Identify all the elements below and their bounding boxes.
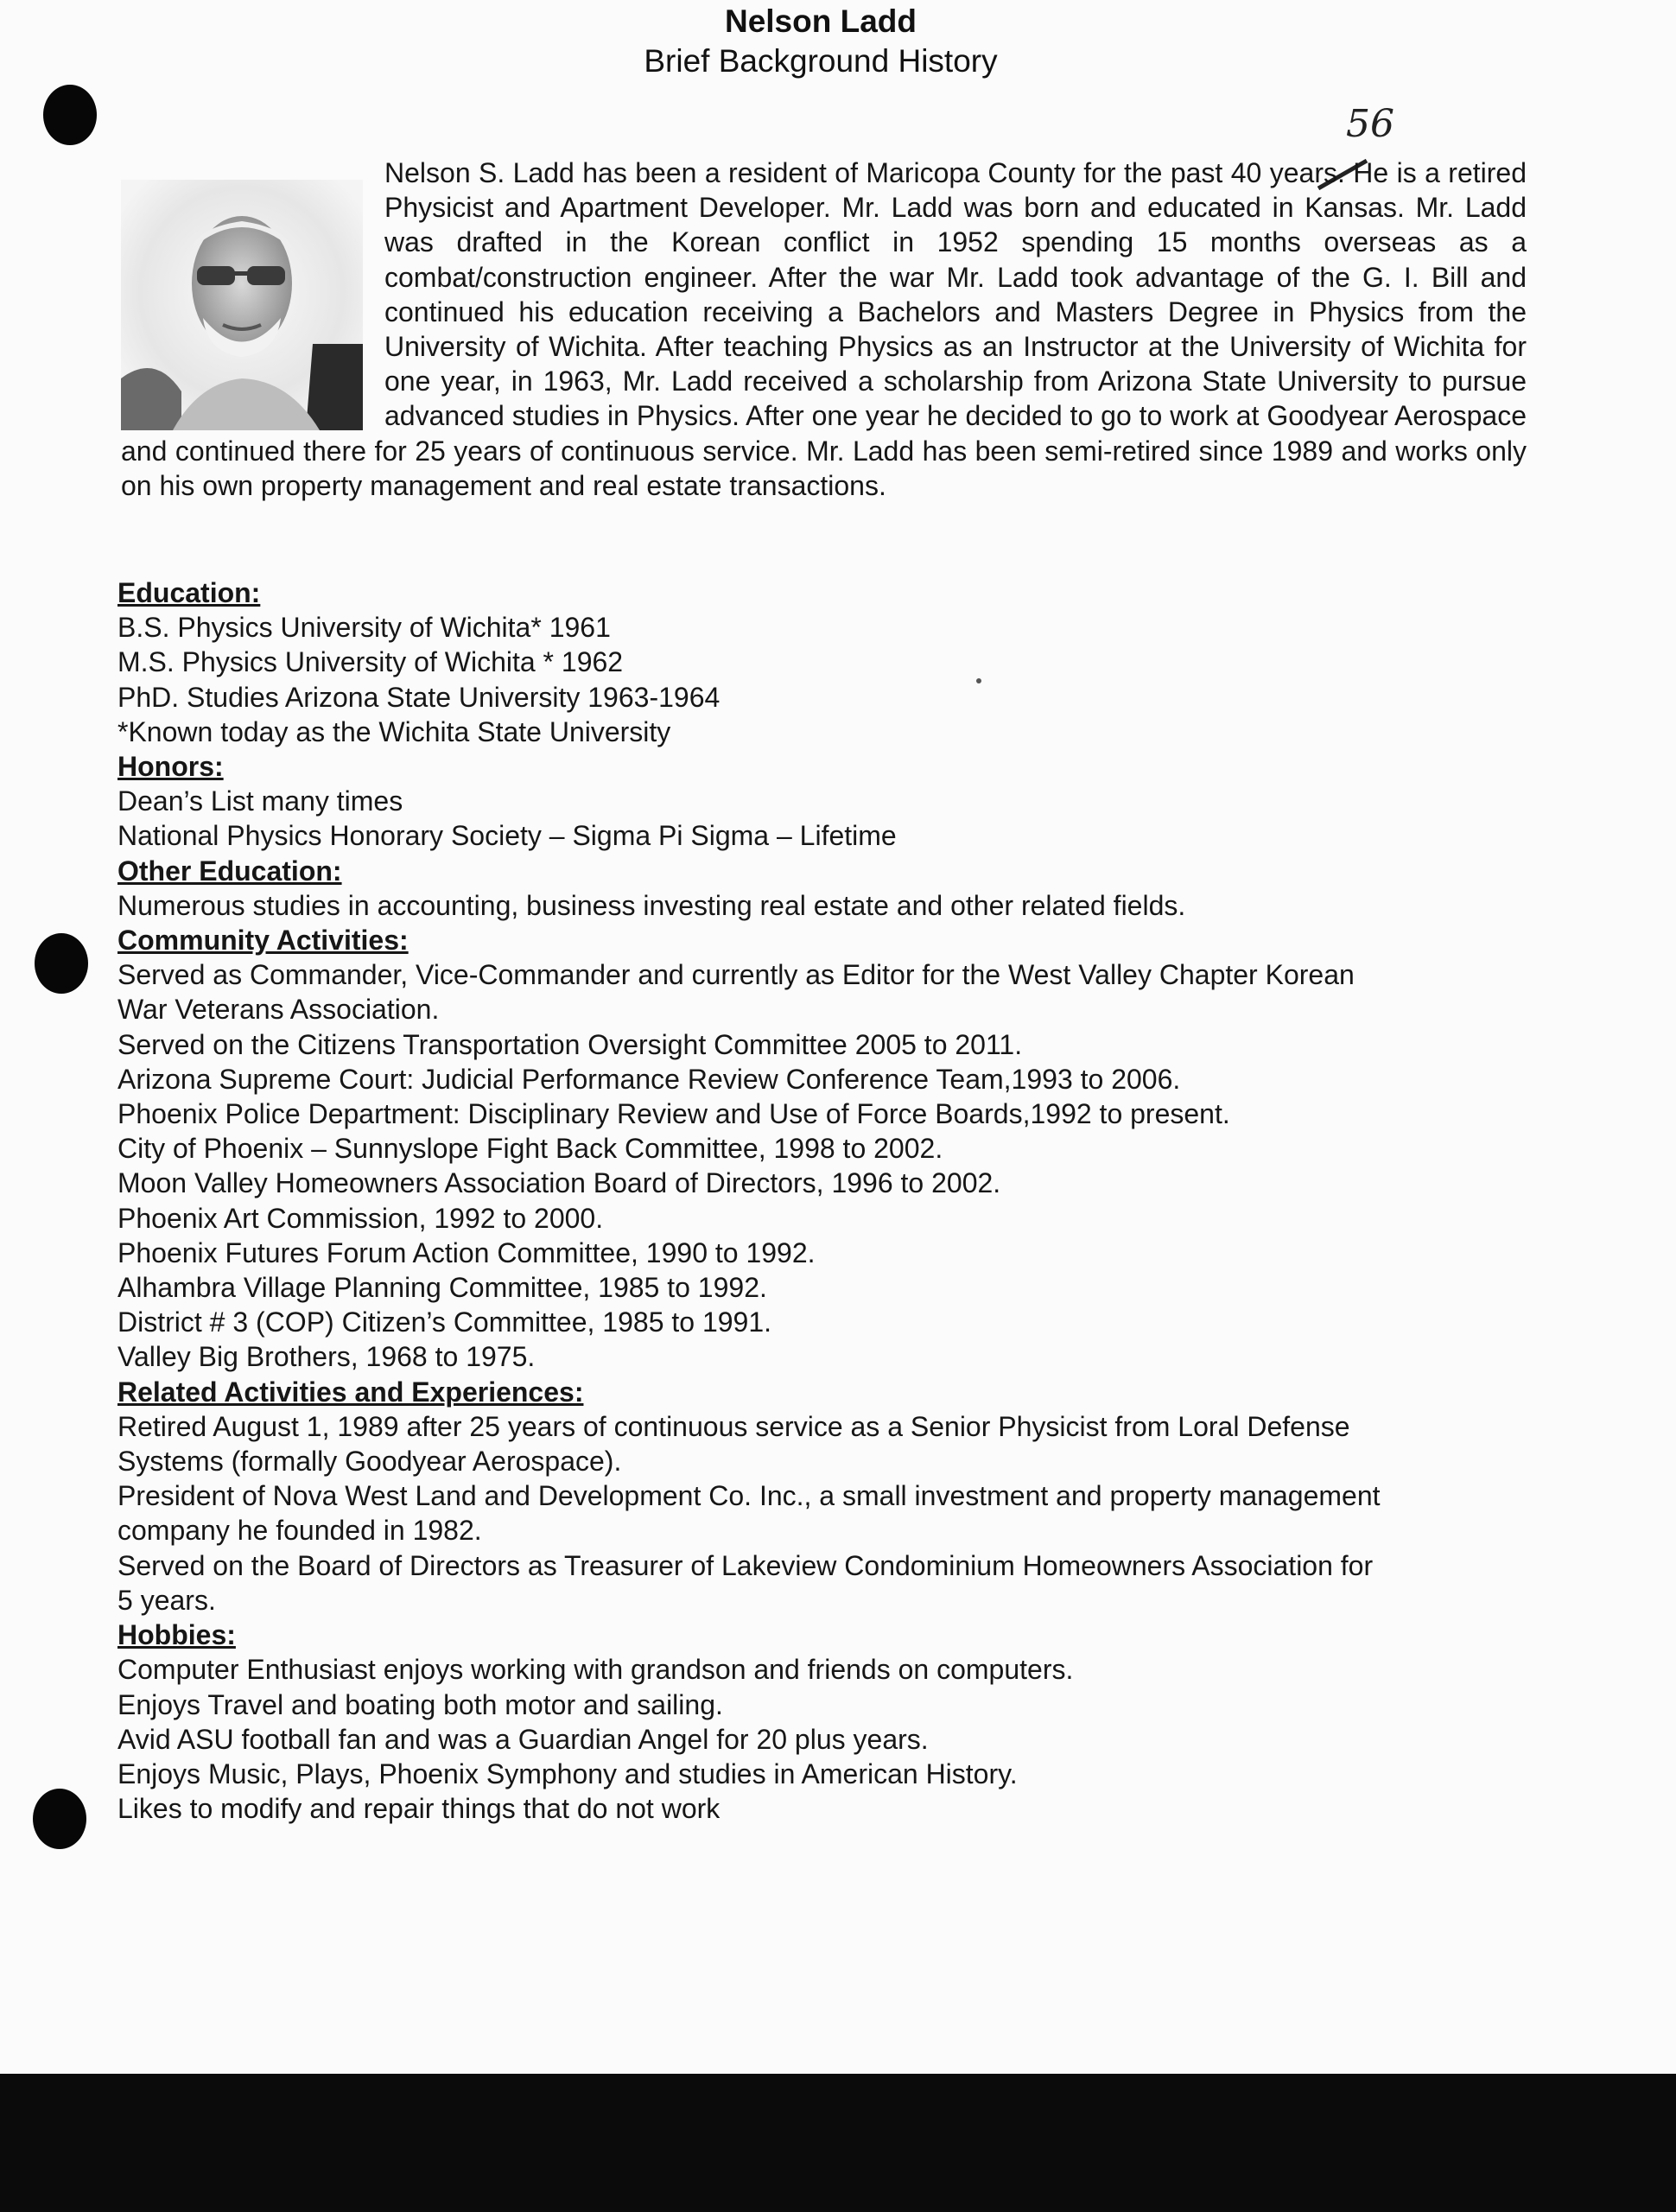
community-item: Served on the Citizens Transportation Oversight Committee 2005 to 2011. bbox=[117, 1028, 1023, 1060]
honors-item: Dean’s List many times bbox=[117, 785, 403, 817]
bio-paragraph-block bbox=[121, 156, 1527, 503]
scanner-bottom-edge bbox=[0, 2074, 1676, 2212]
hobbies-item: Likes to modify and repair things that do not work bbox=[117, 1793, 721, 1825]
community-activities-heading: Community Activities: bbox=[117, 925, 409, 957]
community-item: Valley Big Brothers, 1968 to 1975. bbox=[117, 1341, 536, 1373]
resume-sections bbox=[117, 575, 1586, 1826]
scan-speck bbox=[976, 678, 981, 683]
hobbies-heading: Hobbies: bbox=[117, 1619, 236, 1651]
community-item: War Veterans Association. bbox=[117, 994, 440, 1026]
education-item: B.S. Physics University of Wichita* 1961 bbox=[117, 612, 611, 644]
related-activities-heading: Related Activities and Experiences: bbox=[117, 1376, 584, 1408]
bio-paragraph: Nelson S. Ladd has been a resident of Maricopa County for the past 40 years. He is a retired Physicist and Apartment Developer. Mr. Ladd was born and educated in Kansas. Mr. Ladd was drafted in the Korean conflict in 1952 spending 15 months overseas as a combat/construction engineer. After the war Mr. Ladd took advantage of the G. I. Bill and continued his education receiving a Bachelors and Masters Degree in Physics from the University of Wichita. After teaching Physics as an Instructor at the University of Wichita for one year, in 1963, Mr. Ladd received a scholarship from Arizona State University to pursue advanced studies in Physics. After one year he decided to go to work at Goodyear Aerospace and continued there for 25 years of continuous service. Mr. Ladd has been semi-retired since 1989 and works only on his own property management and real estate transactions. bbox=[121, 157, 1527, 501]
page-subtitle: Brief Background History bbox=[644, 43, 998, 79]
community-item: City of Phoenix – Sunnyslope Fight Back Committee, 1998 to 2002. bbox=[117, 1133, 943, 1165]
related-item: company he founded in 1982. bbox=[117, 1515, 482, 1547]
education-item: M.S. Physics University of Wichita * 1962 bbox=[117, 646, 624, 678]
other-education-item: Numerous studies in accounting, business investing real estate and other related fields. bbox=[117, 889, 1186, 921]
community-item: Phoenix Art Commission, 1992 to 2000. bbox=[117, 1202, 604, 1234]
community-item: Moon Valley Homeowners Association Board of Directors, 1996 to 2002. bbox=[117, 1167, 1001, 1199]
other-education-heading: Other Education: bbox=[117, 855, 342, 887]
community-item: District # 3 (COP) Citizen’s Committee, 1985 to 1991. bbox=[117, 1306, 772, 1338]
related-item: Served on the Board of Directors as Treasurer of Lakeview Condominium Homeowners Association for bbox=[117, 1549, 1374, 1581]
community-item: Phoenix Futures Forum Action Committee, 1990 to 1992. bbox=[117, 1236, 816, 1268]
hobbies-item: Computer Enthusiast enjoys working with grandson and friends on computers. bbox=[117, 1654, 1074, 1686]
education-item: *Known today as the Wichita State University bbox=[117, 715, 671, 747]
punch-hole bbox=[33, 1789, 86, 1849]
hobbies-item: Avid ASU football fan and was a Guardian Angel for 20 plus years. bbox=[117, 1723, 929, 1755]
community-item: Served as Commander, Vice-Commander and currently as Editor for the West Valley Chapter Korean bbox=[117, 959, 1355, 991]
community-item: Arizona Supreme Court: Judicial Performance Review Conference Team,1993 to 2006. bbox=[117, 1063, 1181, 1095]
hobbies-item: Enjoys Travel and boating both motor and sailing. bbox=[117, 1688, 723, 1720]
related-item: President of Nova West Land and Development Co. Inc., a small investment and property management bbox=[117, 1480, 1381, 1512]
punch-hole bbox=[43, 85, 97, 145]
education-heading: Education: bbox=[117, 577, 261, 608]
education-item: PhD. Studies Arizona State University 1963-1964 bbox=[117, 681, 721, 713]
related-item: 5 years. bbox=[117, 1584, 216, 1616]
honors-heading: Honors: bbox=[117, 751, 224, 783]
honors-item: National Physics Honorary Society – Sigma Pi Sigma – Lifetime bbox=[117, 820, 897, 852]
handwritten-correction: 56 bbox=[1346, 102, 1394, 146]
related-item: Retired August 1, 1989 after 25 years of continuous service as a Senior Physicist from Loral Defense bbox=[117, 1410, 1350, 1442]
community-item: Phoenix Police Department: Disciplinary Review and Use of Force Boards,1992 to present. bbox=[117, 1098, 1230, 1130]
related-item: Systems (formally Goodyear Aerospace). bbox=[117, 1446, 622, 1478]
community-item: Alhambra Village Planning Committee, 1985 to 1992. bbox=[117, 1272, 767, 1304]
punch-hole bbox=[35, 933, 88, 994]
hobbies-item: Enjoys Music, Plays, Phoenix Symphony and studies in American History. bbox=[117, 1758, 1018, 1789]
page-title: Nelson Ladd bbox=[724, 3, 917, 39]
